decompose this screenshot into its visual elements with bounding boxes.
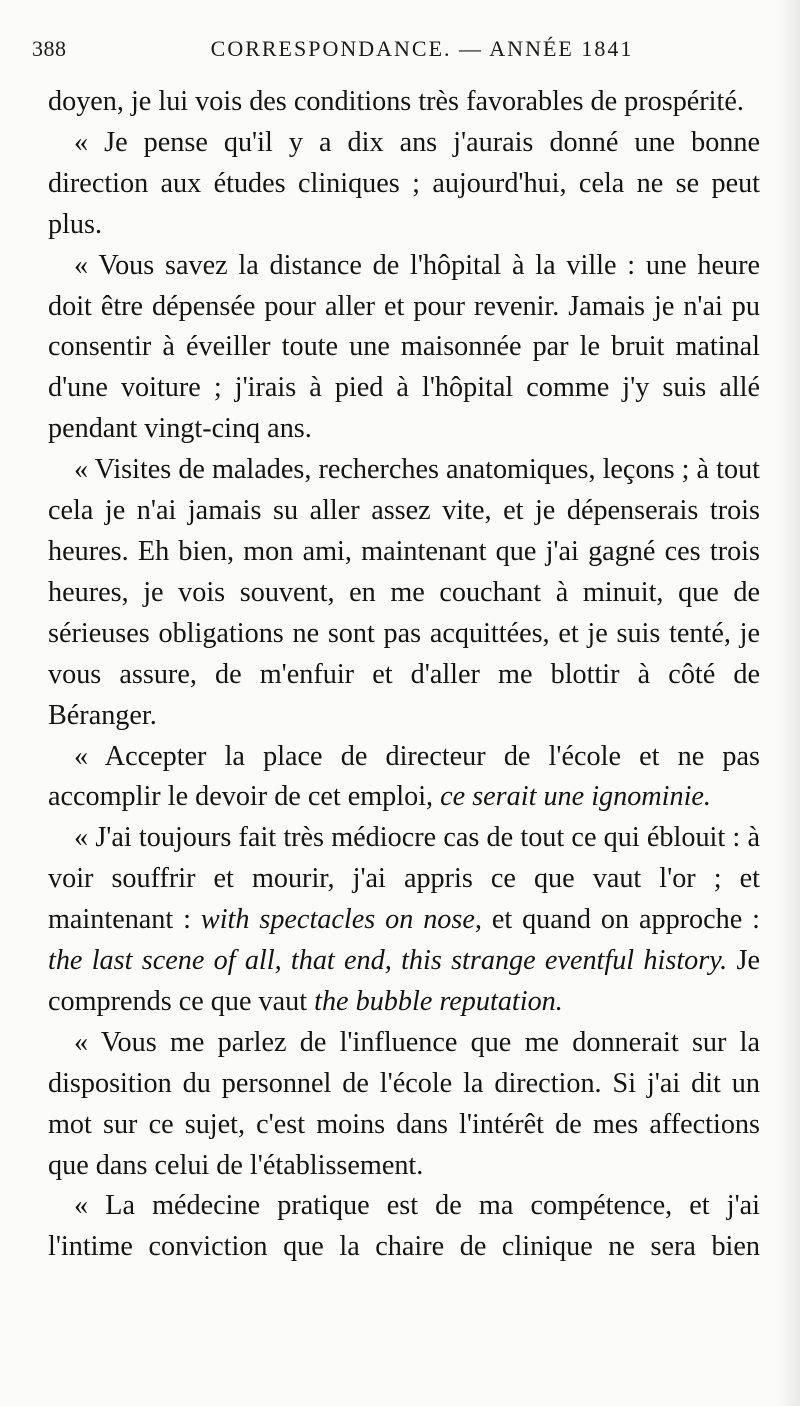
running-title: CORRESPONDANCE. — ANNÉE 1841: [210, 36, 634, 61]
text-run: Je comprends ce que vaut: [48, 945, 760, 1017]
text-run: « J'ai toujours fait très médiocre cas de tout ce qui éblouit : à voir souffrir et mourir, j'ai appris ce que vaut l'or ; et maintenant :: [48, 822, 760, 936]
paragraph: [48, 123, 760, 246]
text-run: « Je pense qu'il y a dix ans j'aurais donné une bonne direction aux études cliniques ; aujourd'hui, cela ne se peut plus.: [48, 126, 760, 240]
text-run: doyen, je lui vois des conditions très favorables de prospérité.: [48, 86, 744, 117]
page-number: 388: [32, 36, 67, 61]
text-run: « Vous savez la distance de l'hôpital à la ville : une heure doit être dépensée pour aller et pour revenir. Jamais je n'ai pu consentir à éveiller toute une maisonnée par le bruit matinal d'une voiture ; j'irais à pied à l'hôpital comme j'y suis allé pendant vingt-cinq ans.: [48, 249, 760, 445]
text-run: « La médecine pratique est de ma compétence, et j'ai l'intime conviction que la chaire de clinique ne sera bien: [48, 1190, 760, 1263]
paragraph: [48, 737, 760, 819]
text-run: « Visites de malades, recherches anatomiques, leçons ; à tout cela je n'ai jamais su aller assez vite, et je dépenserais trois heures. Eh bien, mon ami, maintenant que j'ai gagné ces trois heures, je vois souvent, en me couchant à minuit, que de sérieuses obligations ne sont pas acquittées, et je suis tenté, je vous assure, de m'enfuir et d'aller me blottir à côté de Béranger.: [48, 454, 760, 731]
italic-phrase: ce serait une ignominie.: [440, 781, 711, 813]
paragraph: [48, 82, 760, 123]
text-run: et quand on approche :: [481, 904, 761, 936]
paragraph: [48, 1023, 760, 1187]
italic-phrase: the bubble reputation.: [314, 985, 563, 1017]
running-head: [32, 36, 752, 70]
body-text: [48, 82, 760, 1268]
paragraph: [48, 818, 760, 1023]
text-run: « Accepter la place de directeur de l'école et ne pas accomplir le devoir de cet emploi,: [48, 740, 760, 813]
italic-phrase: with spectacles on nose,: [200, 904, 482, 936]
text-run: « Vous me parlez de l'influence que me donnerait sur la disposition du personnel de l'école la direction. Si j'ai dit un mot sur ce sujet, c'est moins dans l'intérêt de mes affections que dans celui de l'établissement.: [48, 1026, 760, 1181]
italic-phrase: the last scene of all, that end, this strange eventful history.: [48, 945, 728, 977]
paragraph: [48, 450, 760, 736]
paragraph: [48, 1186, 760, 1268]
paragraph: [48, 246, 760, 451]
